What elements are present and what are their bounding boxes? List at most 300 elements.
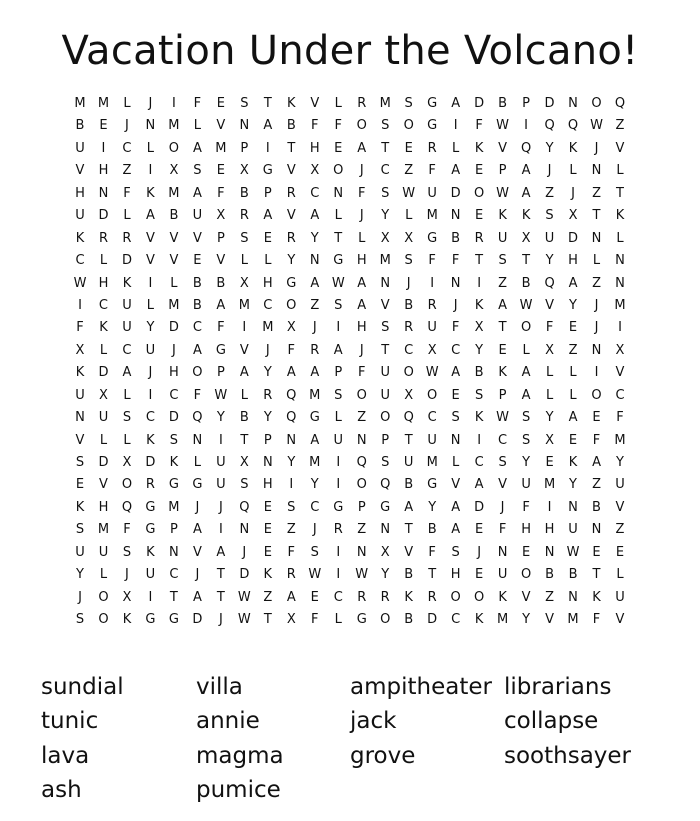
grid-letter: Q — [403, 410, 414, 426]
grid-letter: M — [168, 118, 180, 134]
grid-letter: O — [403, 365, 414, 381]
grid-letter: P — [263, 185, 272, 201]
grid-letter: S — [240, 230, 249, 246]
grid-letter: J — [312, 522, 317, 538]
grid-letter: Z — [615, 522, 625, 538]
grid-letter: U — [122, 320, 132, 336]
grid-letter: N — [239, 522, 250, 538]
word-list-item: sundial — [41, 674, 124, 700]
grid-letter: L — [452, 140, 460, 156]
grid-letter: V — [169, 230, 179, 246]
grid-letter: A — [192, 185, 202, 201]
grid-letter: E — [263, 499, 272, 515]
grid-letter: K — [521, 208, 531, 224]
grid-letter: A — [216, 544, 226, 560]
grid-letter: M — [309, 387, 321, 403]
grid-letter: U — [333, 432, 343, 448]
grid-letter: A — [192, 522, 202, 538]
grid-letter: N — [591, 163, 602, 179]
grid-letter: D — [98, 208, 109, 224]
grid-letter: R — [427, 297, 437, 313]
word-list-item: jack — [350, 708, 397, 735]
grid-letter: M — [262, 320, 274, 336]
grid-letter: Y — [475, 342, 484, 358]
grid-letter: K — [146, 432, 155, 448]
grid-letter: V — [545, 297, 555, 313]
grid-letter: R — [380, 589, 390, 605]
grid-letter: A — [592, 455, 601, 470]
grid-letter: N — [450, 432, 461, 448]
grid-letter: S — [240, 96, 249, 111]
grid-letter: U — [427, 320, 437, 336]
grid-letter: S — [451, 544, 460, 560]
grid-letter: Z — [122, 163, 132, 179]
grid-letter: T — [287, 140, 296, 156]
grid-letter: V — [216, 253, 226, 269]
grid-letter: F — [428, 163, 436, 179]
grid-letter: G — [333, 499, 344, 515]
grid-letter: L — [545, 387, 554, 403]
grid-letter: F — [123, 185, 131, 201]
grid-letter: O — [286, 297, 297, 313]
grid-letter: K — [615, 208, 625, 224]
grid-row — [0, 497, 700, 519]
grid-letter: K — [404, 589, 413, 605]
grid-letter: W — [308, 567, 322, 583]
grid-letter: V — [169, 253, 179, 269]
grid-letter: F — [428, 253, 436, 269]
grid-letter: A — [286, 365, 296, 381]
grid-letter: L — [123, 208, 131, 224]
grid-letter: X — [122, 589, 132, 605]
grid-letter: L — [146, 297, 155, 313]
grid-letter: F — [592, 432, 601, 448]
grid-letter: P — [498, 387, 507, 403]
grid-letter: G — [262, 163, 273, 179]
grid-letter: I — [547, 499, 552, 515]
grid-letter: P — [216, 230, 225, 246]
grid-letter: S — [498, 253, 507, 269]
grid-letter: X — [427, 342, 437, 358]
grid-letter: F — [498, 522, 507, 538]
grid-letter: W — [496, 118, 510, 134]
grid-letter: O — [427, 387, 438, 403]
grid-letter: K — [122, 275, 132, 291]
grid-letter: B — [474, 365, 484, 381]
grid-letter: K — [592, 589, 601, 605]
grid-letter: L — [569, 163, 577, 179]
grid-letter: R — [333, 522, 343, 538]
grid-letter: Q — [192, 410, 203, 426]
grid-letter: D — [168, 320, 179, 336]
grid-letter: L — [99, 253, 108, 269]
grid-letter: E — [216, 96, 225, 111]
grid-letter: U — [568, 522, 578, 538]
grid-letter: E — [475, 522, 484, 538]
grid-letter: A — [310, 275, 320, 291]
grid-letter: S — [498, 455, 507, 470]
grid-letter: J — [594, 140, 599, 156]
grid-letter: I — [618, 320, 622, 336]
grid-letter: C — [498, 432, 508, 448]
grid-letter: Y — [381, 567, 390, 583]
grid-letter: N — [169, 544, 179, 560]
grid-letter: A — [521, 365, 531, 381]
grid-letter: X — [239, 163, 249, 179]
grid-letter: K — [75, 230, 85, 246]
grid-letter: X — [380, 544, 390, 560]
grid-letter: O — [403, 118, 414, 134]
grid-letter: M — [168, 185, 180, 201]
grid-letter: C — [404, 342, 414, 358]
grid-letter: H — [356, 320, 367, 336]
grid-letter: B — [592, 499, 601, 515]
grid-letter: N — [450, 208, 461, 224]
grid-letter: B — [192, 297, 202, 313]
grid-letter: K — [474, 410, 484, 426]
grid-letter: B — [451, 230, 461, 246]
grid-letter: B — [545, 567, 555, 583]
grid-letter: I — [148, 589, 153, 605]
grid-letter: I — [171, 96, 176, 111]
grid-letter: G — [168, 477, 179, 493]
grid-letter: H — [309, 140, 320, 156]
grid-letter: P — [216, 365, 225, 381]
word-list-item: magma — [196, 742, 284, 769]
grid-letter: Y — [263, 365, 272, 381]
grid-letter: Z — [357, 410, 367, 426]
grid-letter: G — [215, 342, 226, 358]
grid-row — [0, 228, 700, 250]
grid-letter: E — [404, 140, 413, 156]
grid-letter: X — [239, 455, 249, 470]
grid-letter: X — [404, 230, 414, 246]
grid-letter: X — [568, 208, 578, 224]
grid-letter: K — [498, 208, 507, 224]
grid-letter: O — [168, 140, 180, 156]
grid-letter: J — [453, 297, 458, 313]
grid-letter: B — [239, 410, 249, 426]
grid-letter: E — [451, 387, 460, 403]
grid-letter: W — [237, 612, 251, 628]
grid-letter: V — [286, 163, 296, 179]
grid-letter: B — [568, 567, 578, 583]
grid-letter: L — [616, 163, 624, 179]
grid-letter: H — [356, 253, 367, 269]
grid-letter: K — [474, 297, 484, 313]
grid-letter: V — [145, 230, 155, 246]
grid-letter: E — [592, 410, 601, 426]
grid-letter: N — [262, 455, 273, 470]
grid-letter: V — [192, 230, 202, 246]
grid-letter: G — [380, 499, 391, 515]
grid-letter: C — [192, 320, 202, 336]
grid-letter: L — [240, 387, 248, 403]
grid-letter: X — [380, 230, 390, 246]
grid-letter: J — [148, 96, 153, 111]
grid-letter: E — [592, 544, 601, 560]
grid-letter: R — [286, 185, 296, 201]
grid-letter: C — [169, 567, 179, 583]
grid-letter: L — [334, 96, 342, 111]
grid-letter: F — [428, 544, 436, 560]
grid-letter: B — [498, 96, 508, 111]
grid-letter: U — [521, 477, 531, 493]
grid-letter: N — [450, 275, 461, 291]
grid-letter: Z — [286, 522, 296, 538]
grid-letter: S — [122, 410, 132, 426]
grid-letter: Y — [310, 230, 319, 246]
grid-letter: I — [336, 567, 341, 583]
grid-letter: E — [334, 140, 343, 156]
word-list-item: ampitheater — [350, 674, 492, 700]
grid-letter: A — [286, 589, 296, 605]
grid-letter: L — [569, 387, 577, 403]
grid-letter: T — [263, 612, 272, 628]
word-list-item: soothsayer — [504, 742, 632, 769]
grid-letter: C — [310, 185, 320, 201]
grid-letter: G — [427, 118, 438, 134]
grid-letter: D — [568, 230, 579, 246]
grid-letter: H — [75, 185, 85, 201]
grid-letter: Y — [545, 253, 554, 269]
grid-letter: B — [404, 612, 414, 628]
grid-letter: T — [592, 567, 601, 583]
grid-letter: A — [310, 208, 320, 224]
grid-letter: N — [568, 96, 578, 111]
grid-letter: C — [98, 297, 108, 313]
grid-letter: I — [336, 477, 341, 493]
grid-letter: U — [615, 589, 625, 605]
grid-letter: A — [192, 140, 202, 156]
grid-letter: L — [592, 253, 601, 269]
grid-letter: U — [427, 185, 437, 201]
grid-letter: D — [192, 612, 203, 628]
grid-letter: H — [544, 522, 555, 538]
grid-letter: L — [123, 96, 131, 111]
grid-letter: E — [545, 455, 554, 470]
grid-letter: I — [289, 477, 294, 493]
grid-letter: X — [286, 612, 296, 628]
grid-letter: J — [242, 544, 247, 560]
grid-letter: S — [404, 96, 413, 111]
grid-letter: J — [171, 342, 176, 358]
grid-letter: J — [594, 297, 599, 313]
grid-letter: F — [287, 342, 296, 358]
grid-letter: X — [474, 320, 484, 336]
grid-letter: C — [310, 499, 320, 515]
grid-letter: F — [76, 320, 84, 336]
grid-letter: T — [334, 230, 343, 246]
grid-letter: F — [334, 118, 342, 134]
grid-letter: A — [357, 275, 367, 291]
grid-letter: I — [336, 320, 341, 336]
grid-letter: Z — [568, 342, 578, 358]
grid-letter: S — [521, 432, 531, 448]
grid-letter: F — [592, 612, 601, 628]
grid-letter: G — [145, 612, 156, 628]
grid-letter: C — [145, 410, 155, 426]
grid-letter: J — [500, 499, 505, 515]
grid-letter: G — [309, 410, 320, 426]
grid-letter: E — [521, 544, 531, 560]
grid-letter: D — [98, 365, 109, 381]
grid-letter: D — [544, 96, 555, 111]
grid-letter: H — [98, 499, 109, 515]
grid-letter: I — [594, 365, 599, 381]
grid-letter: G — [286, 275, 297, 291]
grid-letter: H — [450, 567, 461, 583]
grid-letter: O — [520, 567, 532, 583]
grid-letter: N — [497, 544, 508, 560]
grid-letter: K — [568, 455, 578, 470]
grid-letter: M — [426, 455, 438, 470]
grid-letter: O — [474, 589, 485, 605]
grid-letter: H — [521, 522, 531, 538]
word-list — [41, 670, 681, 810]
grid-letter: S — [381, 455, 390, 470]
grid-letter: F — [451, 253, 460, 269]
grid-letter: V — [545, 612, 555, 628]
grid-letter: T — [381, 342, 390, 358]
grid-letter: K — [474, 140, 484, 156]
grid-letter: L — [452, 455, 460, 470]
grid-row — [0, 93, 700, 115]
grid-letter: M — [97, 96, 110, 111]
grid-letter: A — [192, 342, 202, 358]
grid-letter: R — [357, 96, 367, 111]
grid-letter: F — [475, 118, 483, 134]
grid-letter: V — [498, 477, 508, 493]
grid-letter: Y — [569, 477, 577, 493]
grid-letter: A — [451, 499, 461, 515]
grid-row — [0, 542, 700, 564]
grid-letter: Y — [428, 499, 437, 515]
grid-letter: K — [75, 499, 85, 515]
grid-letter: B — [192, 275, 202, 291]
grid-letter: W — [496, 410, 510, 426]
grid-letter: U — [75, 544, 85, 560]
grid-letter: P — [263, 432, 272, 448]
grid-letter: N — [615, 275, 625, 291]
grid-letter: I — [265, 140, 270, 156]
grid-letter: L — [334, 410, 342, 426]
grid-letter: E — [193, 253, 202, 269]
grid-letter: B — [216, 275, 226, 291]
grid-letter: N — [192, 432, 203, 448]
grid-letter: X — [310, 163, 320, 179]
grid-letter: Z — [545, 185, 555, 201]
grid-row — [0, 430, 700, 452]
grid-letter: I — [148, 387, 153, 403]
grid-letter: N — [356, 432, 367, 448]
grid-letter: L — [405, 208, 413, 224]
grid-letter: F — [616, 410, 624, 426]
grid-letter: K — [99, 320, 108, 336]
grid-letter: G — [427, 96, 438, 111]
grid-letter: B — [75, 118, 85, 134]
grid-letter: N — [591, 342, 602, 358]
grid-letter: N — [239, 118, 250, 134]
grid-letter: I — [148, 163, 153, 179]
grid-letter: Y — [216, 410, 225, 426]
grid-letter: L — [146, 140, 155, 156]
grid-letter: U — [380, 365, 390, 381]
grid-letter: A — [310, 365, 320, 381]
grid-letter: U — [145, 567, 156, 583]
grid-letter: J — [125, 118, 129, 134]
grid-letter: X — [286, 320, 296, 336]
grid-letter: L — [99, 567, 108, 583]
grid-row — [0, 205, 700, 227]
grid-letter: A — [404, 499, 414, 515]
grid-letter: Y — [616, 455, 624, 470]
grid-row — [0, 362, 700, 384]
grid-letter: Z — [498, 275, 508, 291]
grid-letter: Q — [544, 275, 555, 291]
grid-letter: A — [145, 208, 155, 224]
grid-letter: Q — [239, 499, 250, 515]
grid-letter: L — [569, 365, 577, 381]
grid-letter: J — [571, 185, 575, 201]
grid-letter: D — [239, 567, 250, 583]
grid-letter: E — [475, 163, 484, 179]
grid-letter: L — [123, 387, 131, 403]
grid-letter: V — [380, 297, 390, 313]
grid-letter: U — [403, 455, 414, 470]
grid-letter: L — [264, 253, 272, 269]
grid-letter: H — [262, 275, 273, 291]
grid-letter: E — [568, 320, 578, 336]
grid-letter: N — [568, 589, 578, 605]
grid-letter: Y — [381, 208, 390, 224]
grid-letter: F — [522, 499, 530, 515]
grid-letter: C — [380, 163, 390, 179]
grid-letter: O — [591, 96, 602, 111]
grid-letter: Y — [522, 612, 531, 628]
word-list-item: annie — [196, 708, 260, 735]
grid-letter: Y — [76, 567, 84, 583]
grid-letter: D — [427, 612, 438, 628]
grid-letter: D — [121, 253, 132, 269]
grid-letter: B — [169, 208, 179, 224]
grid-letter: S — [334, 297, 343, 313]
grid-row — [0, 474, 700, 496]
grid-letter: T — [592, 208, 601, 224]
grid-letter: N — [544, 544, 555, 560]
grid-letter: T — [616, 185, 624, 201]
grid-letter: S — [122, 544, 132, 560]
grid-letter: U — [192, 208, 203, 224]
grid-letter: X — [216, 208, 226, 224]
grid-letter: V — [239, 342, 249, 358]
grid-letter: V — [310, 96, 320, 111]
grid-letter: V — [615, 499, 625, 515]
grid-letter: S — [75, 522, 85, 538]
grid-letter: Y — [287, 455, 296, 470]
grid-letter: W — [566, 544, 580, 560]
grid-letter: I — [78, 297, 82, 313]
grid-letter: Z — [404, 163, 414, 179]
grid-letter: S — [451, 410, 460, 426]
grid-letter: L — [99, 432, 108, 448]
grid-letter: K — [498, 589, 507, 605]
grid-letter: S — [381, 118, 390, 134]
grid-letter: A — [521, 163, 531, 179]
grid-letter: F — [123, 522, 131, 538]
word-list-item: ash — [41, 776, 82, 803]
grid-letter: M — [309, 455, 321, 470]
